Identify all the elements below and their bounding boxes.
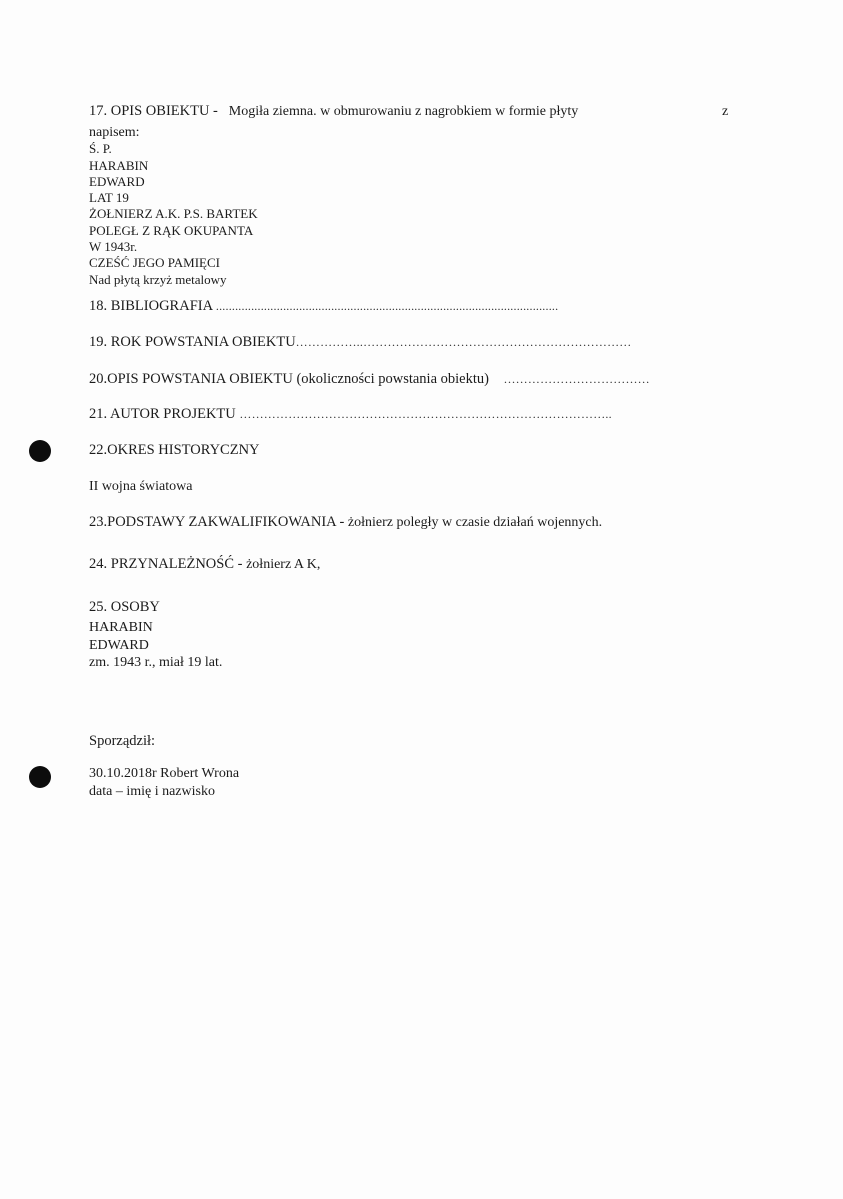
inscription-line: Ś. P. <box>89 141 112 157</box>
section-19-dots: ……………..………………………………………………………… <box>295 335 632 349</box>
section-21-label: 21. AUTOR PROJEKTU <box>89 406 236 422</box>
section-23 <box>89 514 602 531</box>
section-23-value: żołnierz poległy w czasie działań wojennych. <box>347 515 603 530</box>
section-20 <box>89 371 650 388</box>
section-17-label: 17. OPIS OBIEKTU - <box>89 103 218 119</box>
inscription-line: W 1943r. <box>89 239 138 255</box>
inscription-line: EDWARD <box>89 173 145 189</box>
section-22-label: 22.OKRES HISTORYCZNY <box>89 442 260 458</box>
section-24-value: żołnierz A K, <box>246 557 321 572</box>
section-20-dots: ……………………………… <box>503 372 650 386</box>
section-21-dots: ……………………………………………………………………………….. <box>239 407 612 421</box>
section-17-text: Mogiła ziemna. w obmurowaniu z nagrobkiem w formie płyty <box>228 104 579 119</box>
person-line: EDWARD <box>89 637 149 653</box>
inscription-line: CZEŚĆ JEGO PAMIĘCI <box>89 255 220 271</box>
person-line: HARABIN <box>89 620 153 635</box>
section-19-label: 19. ROK POWSTANIA OBIEKTU <box>89 334 296 350</box>
section-25-label: 25. OSOBY <box>89 599 160 615</box>
section-17-inscription <box>89 125 258 288</box>
section-22-value: II wojna światowa <box>89 479 193 494</box>
section-18-dots: ........................................................................................................... <box>215 299 559 313</box>
inscription-line: napisem: <box>89 125 140 140</box>
inscription-line: HARABIN <box>89 157 149 173</box>
section-18 <box>89 298 558 315</box>
section-21 <box>89 406 612 423</box>
section-17-heading <box>89 103 578 120</box>
section-23-label: 23.PODSTAWY ZAKWALIFIKOWANIA - <box>89 514 345 530</box>
signature-value: 30.10.2018r Robert Wrona <box>89 766 240 781</box>
inscription-line: ŻOŁNIERZ A.K. P.S. BARTEK <box>89 206 258 222</box>
section-19 <box>89 334 631 351</box>
signature-label: Sporządził: <box>89 733 156 749</box>
punch-hole-mark <box>29 766 51 788</box>
section-24-label: 24. PRZYNALEŻNOŚĆ - <box>89 556 243 572</box>
inscription-line: POLEGŁ Z RĄK OKUPANTA <box>89 222 254 238</box>
inscription-line: Nad płytą krzyż metalowy <box>89 271 227 287</box>
person-line: zm. 1943 r., miał 19 lat. <box>89 655 223 670</box>
section-25-persons <box>89 619 222 672</box>
section-17-trailing-word: z <box>722 104 729 119</box>
section-20-label: 20.OPIS POWSTANIA OBIEKTU (okoliczności powstania obiektu) <box>89 371 489 387</box>
section-24 <box>89 556 320 573</box>
signature-caption: data – imię i nazwisko <box>89 784 215 799</box>
section-18-label: 18. BIBLIOGRAFIA <box>89 298 213 314</box>
inscription-line: LAT 19 <box>89 190 129 206</box>
punch-hole-mark <box>29 440 51 462</box>
